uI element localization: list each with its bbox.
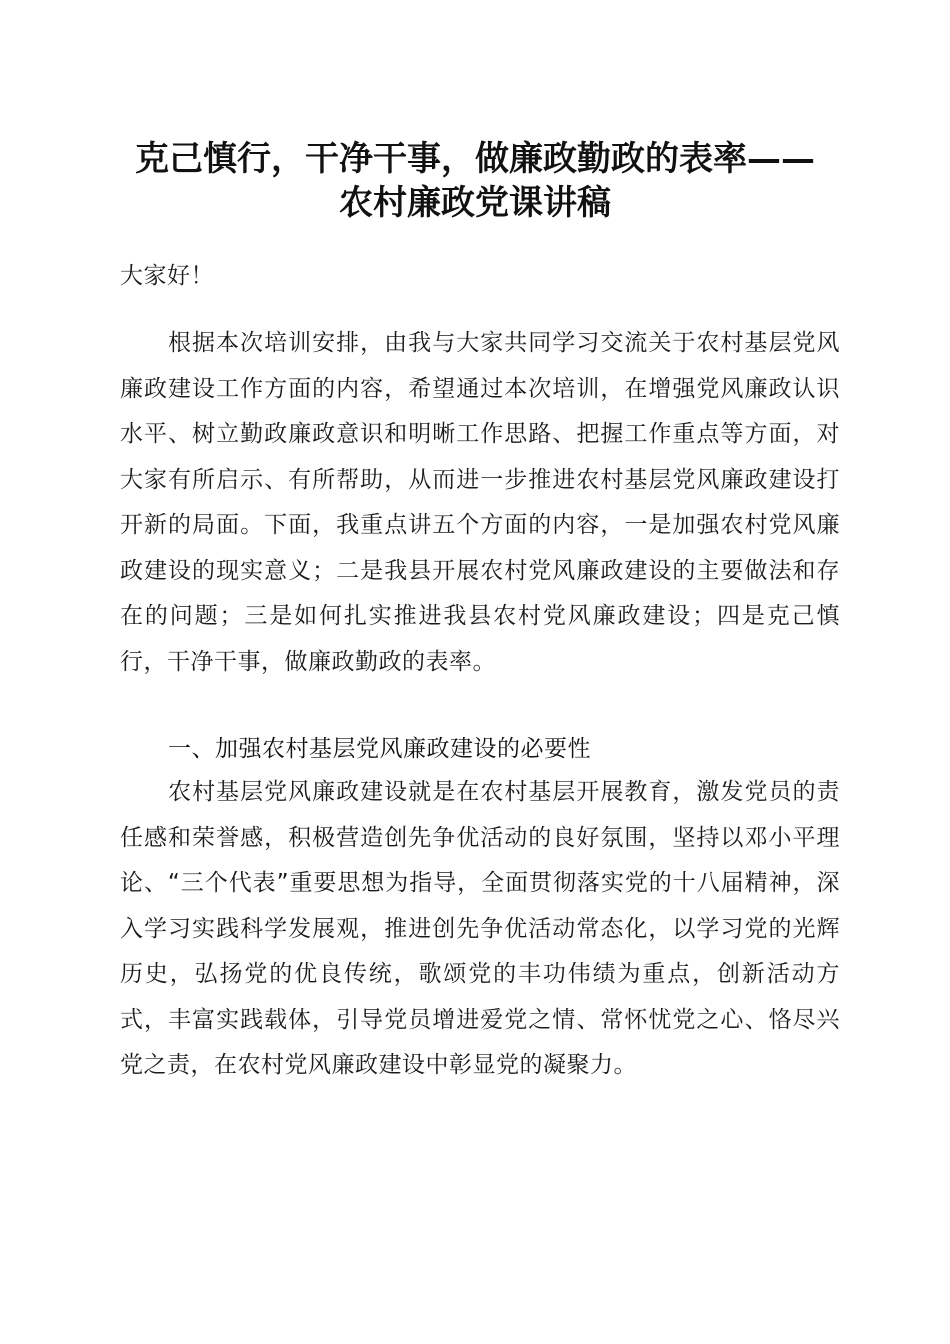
greeting: 大家好！ [120, 263, 214, 289]
paragraph-intro: 根据本次培训安排，由我与大家共同学习交流关于农村基层党风廉政建设工作方面的内容，希望通过本次培训，在增强党风廉政认识水平、树立勤政廉政意识和明晰工作思路、把握工作重点等方面，对大家有所启示、有所帮助，从而进一步推进农村基层党风廉政建设打开新的局面。下面，我重点讲五个方面的内容，一是加强农村党风廉政建设的现实意义；二是我县开展农村党风廉政建设的主要做法和存在的问题；三是如何扎实推进我县农村党风廉政建设；四是克己慎行，干净干事，做廉政勤政的表率。 [120, 330, 840, 675]
section-heading-1: 一、加强农村基层党风廉政建设的必要性 [168, 736, 591, 762]
document-title-line-2: 农村廉政党课讲稿 [339, 183, 611, 223]
paragraph-section-1: 农村基层党风廉政建设就是在农村基层开展教育，激发党员的责任感和荣誉感，积极营造创先争优活动的良好氛围，坚持以邓小平理论、“三个代表”重要思想为指导，全面贯彻落实党的十八届精神，深入学习实践科学发展观，推进创先争优活动常态化，以学习党的光辉历史，弘扬党的优良传统，歌颂党的丰功伟绩为重点，创新活动方式，丰富实践载体，引导党员增进爱党之情、常怀忧党之心、恪尽兴党之责，在农村党风廉政建设中彰显党的凝聚力。 [120, 779, 840, 1078]
document-title-line-1: 克己慎行，干净干事，做廉政勤政的表率—— [135, 139, 815, 179]
